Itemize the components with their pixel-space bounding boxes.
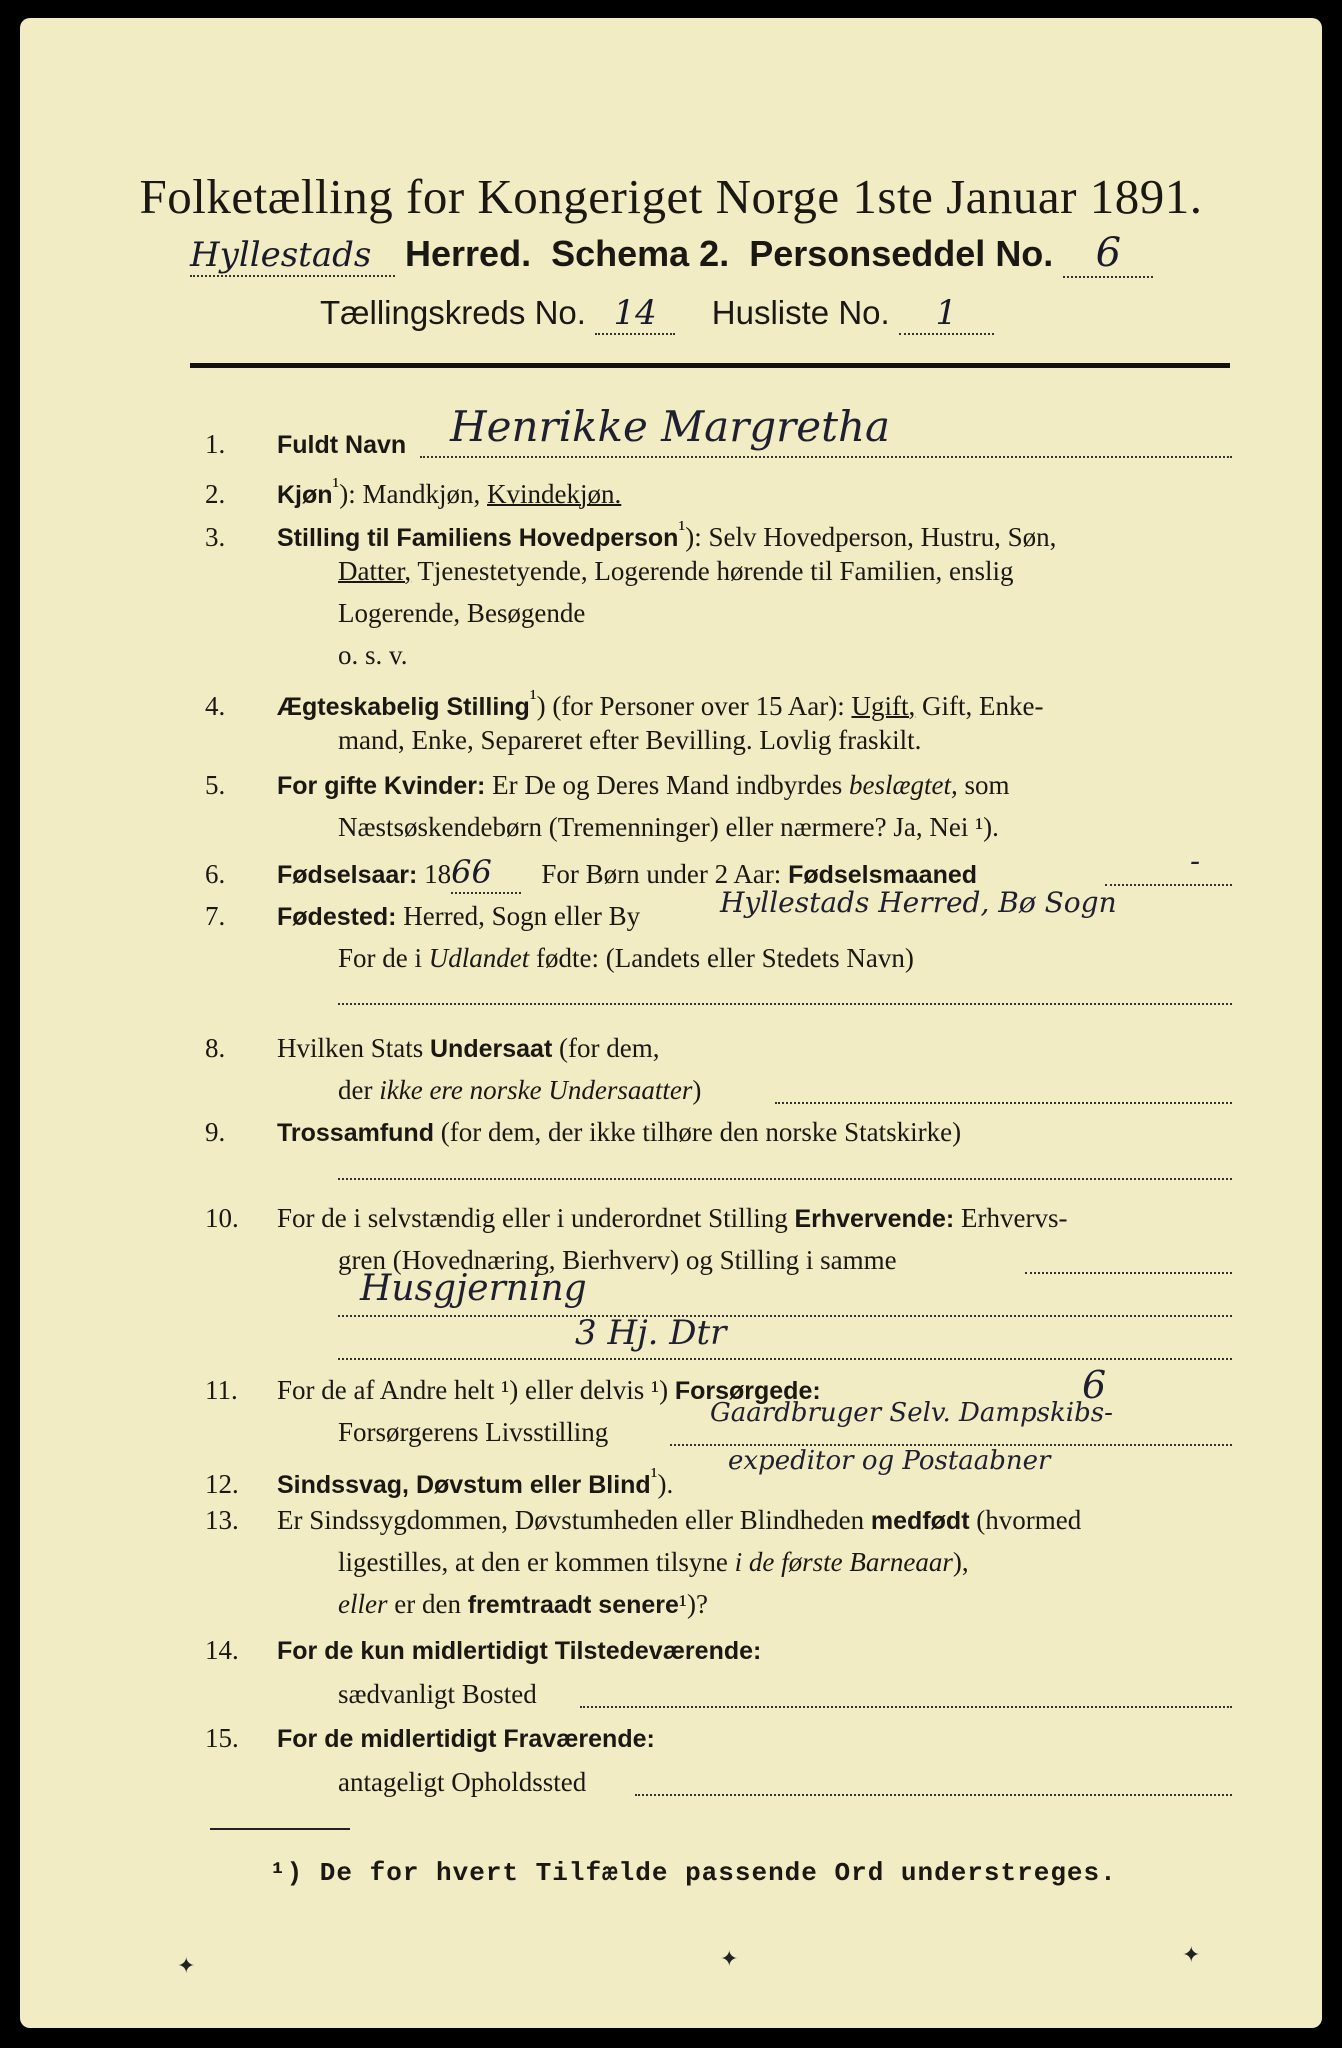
item-number: 8. <box>205 1033 226 1063</box>
occupation-value: Husgjerning <box>360 1268 587 1309</box>
item-13-line-3 <box>338 1584 708 1625</box>
birth-month-fill-line <box>1105 884 1232 886</box>
item-label: Ægteskabelig Stilling <box>277 693 530 721</box>
item-text: (for dem, der ikke tilhøre den norske Statskirke) <box>440 1117 962 1147</box>
item-text: Erhvervs- <box>961 1203 1068 1233</box>
herred-line <box>190 230 1153 278</box>
item-number: 11. <box>205 1375 238 1405</box>
item-label: fremtraadt senere <box>467 1591 679 1619</box>
item-label: For de kun midlertidigt Tilstedeværende: <box>277 1637 762 1665</box>
item-label: medfødt <box>870 1507 970 1535</box>
footnote-mark: ¹ <box>529 685 537 710</box>
item-italic: beslægtet, <box>849 770 958 800</box>
item-3-line-2 <box>338 551 1013 591</box>
item-number: 13. <box>205 1505 239 1535</box>
item-number: 6. <box>205 859 226 889</box>
item-label: Sindssvag, Døvstum eller Blind <box>277 1471 651 1499</box>
item-italic: eller <box>338 1589 388 1619</box>
item-text: Herred, Sogn eller By <box>403 901 641 931</box>
footnote-mark: ¹ <box>650 1463 658 1488</box>
item-label: For gifte Kvinder: <box>277 772 486 800</box>
item-number: 10. <box>205 1203 239 1233</box>
registration-mark-icon: ✦ <box>720 1946 739 1971</box>
item-text: Tjenestetyende, Logerende hørende til Familien, enslig <box>417 556 1014 586</box>
footnote-rule <box>210 1828 350 1830</box>
item-12 <box>205 1456 1235 1505</box>
item-label: Erhvervende: <box>794 1205 955 1233</box>
item-15 <box>205 1718 1235 1759</box>
form-title: Folketælling for Kongeriget Norge 1ste Januar 1891. <box>139 169 1203 224</box>
item-label: Fødselsmaaned <box>788 861 978 889</box>
item-5 <box>205 765 1235 806</box>
occupation-value-2: 3 Hj. Dtr <box>575 1313 727 1353</box>
item-5-line-2: Næstsøskendebørn (Tremenninger) eller nærmere? Ja, Nei ¹). <box>338 812 999 842</box>
item-13 <box>205 1500 1235 1541</box>
item-11-line-2: Forsørgerens Livsstilling <box>338 1417 609 1447</box>
header-rule <box>190 363 1230 368</box>
item-text: Gift, Enke- <box>921 691 1044 721</box>
registration-mark-icon: ✦ <box>177 1953 196 1978</box>
religion-fill-line <box>338 1178 1232 1180</box>
item-number: 12. <box>205 1469 239 1499</box>
full-name-value: Henrikke Margretha <box>450 402 891 451</box>
item-italic: i de første Barneaar <box>734 1547 953 1577</box>
item-label: Undersaat <box>430 1035 553 1063</box>
item-italic: Udlandet <box>428 943 530 973</box>
item-label: Kjøn <box>277 481 333 509</box>
item-number: 3. <box>205 522 226 552</box>
herred-label: Herred. <box>405 233 532 274</box>
item-label: Trossamfund <box>277 1119 434 1147</box>
underlined-choice: Kvindekjøn. <box>487 479 622 509</box>
footnote-mark: ¹ <box>678 516 686 541</box>
item-text: (for dem, <box>559 1033 660 1063</box>
birth-month-value: - <box>1190 844 1201 879</box>
item-number: 4. <box>205 691 226 721</box>
birthplace-value: Hyllestads Herred, Bø Sogn <box>720 886 1117 919</box>
item-label: Fødselsaar: <box>277 861 418 889</box>
item-4-line-2: mand, Enke, Separeret efter Bevilling. Lovlig fraskilt. <box>338 725 922 755</box>
item-text: som <box>964 770 1010 800</box>
item-10 <box>205 1198 1235 1239</box>
residence-fill-line <box>580 1706 1232 1708</box>
item-text: For de af Andre helt ¹) eller delvis ¹) <box>277 1375 669 1405</box>
underlined-choice: Ugift, <box>851 691 916 721</box>
provider-occupation-value-2: expeditor og Postaabner <box>728 1446 1051 1476</box>
item-text: For Børn under 2 Aar: <box>541 859 782 889</box>
item-text: ) (for Personer over 15 Aar): <box>536 691 845 721</box>
item-text: ), <box>952 1547 969 1577</box>
item-8 <box>205 1028 1235 1069</box>
provider-mark: 6 <box>1082 1363 1107 1407</box>
personseddel-label: Personseddel No. <box>749 233 1054 274</box>
item-7-line-2 <box>338 938 914 978</box>
item-label: Fødested: <box>277 903 397 931</box>
item-text: fødte: (Landets eller Stedets Navn) <box>536 943 914 973</box>
occupation-fill-line-2 <box>338 1315 1232 1317</box>
name-fill-line <box>420 456 1232 458</box>
kreds-value: 14 <box>595 293 675 335</box>
foreign-birthplace-fill-line <box>338 1003 1232 1005</box>
herred-value: Hyllestads <box>190 235 395 277</box>
item-text: (hvormed <box>976 1505 1082 1535</box>
item-text: For de i selvstændig eller i underordnet Stilling <box>277 1203 788 1233</box>
kreds-label: Tællingskreds No. <box>320 294 586 331</box>
item-3-line-3: Logerende, Besøgende <box>338 598 586 628</box>
item-text: der <box>338 1075 373 1105</box>
item-text: ): Mandkjøn, <box>339 479 481 509</box>
personseddel-value: 6 <box>1063 230 1153 278</box>
underlined-choice: Datter, <box>338 556 412 586</box>
item-number: 7. <box>205 901 226 931</box>
item-number: 2. <box>205 479 226 509</box>
item-label: Forsørgede: <box>674 1377 821 1405</box>
item-9 <box>205 1112 1235 1153</box>
item-label: Stilling til Familiens Hovedperson <box>277 524 679 552</box>
item-text: Hvilken Stats <box>277 1033 424 1063</box>
item-number: 5. <box>205 770 226 800</box>
item-text: ). <box>657 1469 674 1499</box>
item-text: Er Sindssygdommen, Døvstumheden eller Blindheden <box>277 1505 865 1535</box>
registration-mark-icon: ✦ <box>1182 1942 1201 1967</box>
kreds-line <box>320 293 994 335</box>
citizenship-fill-line <box>775 1102 1232 1104</box>
item-number: 9. <box>205 1117 226 1147</box>
whereabouts-fill-line <box>635 1794 1232 1796</box>
year-prefix: 18 <box>424 859 452 889</box>
footnote-mark: ¹ <box>332 473 340 498</box>
birth-year-value: 66 <box>451 852 521 894</box>
husliste-value: 1 <box>899 293 994 335</box>
item-text: ¹)? <box>678 1589 708 1619</box>
footnote: ¹) De for hvert Tilfælde passende Ord understreges. <box>270 1858 1117 1888</box>
item-text: ): Selv Hovedperson, Hustru, Søn, <box>685 522 1057 552</box>
husliste-label: Husliste No. <box>711 294 890 331</box>
item-10-line-2: gren (Hovednæring, Bierhverv) og Stilling i samme <box>338 1245 897 1275</box>
item-text: er den <box>394 1589 461 1619</box>
item-2 <box>205 466 1235 515</box>
item-15-line-2: antageligt Opholdssted <box>338 1767 587 1797</box>
item-14 <box>205 1630 1235 1671</box>
item-label: For de midlertidigt Fraværende: <box>277 1725 655 1753</box>
item-13-line-2 <box>338 1542 969 1582</box>
item-8-line-2: der ikke ere norske Undersaatter) <box>338 1075 702 1105</box>
item-3-line-4: o. s. v. <box>338 640 408 670</box>
provider-occupation-value: Gaardbruger Selv. Dampskibs- <box>710 1398 1113 1428</box>
item-number: 1. <box>205 429 226 459</box>
item-14-line-2: sædvanligt Bosted <box>338 1679 537 1709</box>
item-number: 14. <box>205 1635 239 1665</box>
occupation-fill-line-1 <box>1025 1272 1232 1274</box>
occupation-fill-line-3 <box>338 1358 1232 1360</box>
item-label: Fuldt Navn <box>277 431 407 459</box>
item-text: ligestilles, at den er kommen tilsyne <box>338 1547 728 1577</box>
item-text: For de i <box>338 943 422 973</box>
census-form <box>20 18 1322 2028</box>
item-text: Er De og Deres Mand indbyrdes <box>492 770 843 800</box>
item-number: 15. <box>205 1723 239 1753</box>
schema-label: Schema 2. <box>551 233 730 274</box>
item-italic: ikke ere norske Undersaatter <box>379 1075 693 1105</box>
